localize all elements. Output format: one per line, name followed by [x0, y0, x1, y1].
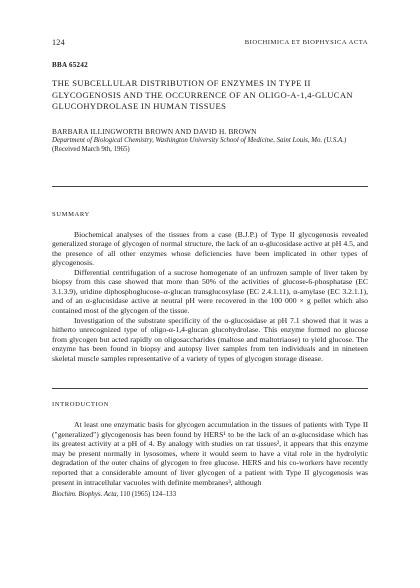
footer-citation [52, 491, 368, 498]
introduction-heading: INTRODUCTION [52, 401, 110, 409]
authors: BARBARA ILLINGWORTH BROWN AND DAVID H. BROWN [52, 126, 257, 136]
header-divider [52, 186, 368, 187]
summary-paragraph: Biochemical analyses of the tissues from a case (B.J.P.) of Type II glycogenosis revealed generalized storage of glycogen of normal structure, the lack of an α-glucosidase active at pH 4.5, and the presence of all other enzymes whose deficiencies have been implicated in other types of glycogenosis. [52, 229, 368, 268]
running-head [52, 38, 368, 47]
article-title: THE SUBCELLULAR DISTRIBUTION OF ENZYMES IN TYPE II GLYCOGENOSIS AND THE OCCURRENCE OF AN OLIGO-Α-1,4-GLUCAN GLUCOHYDROLASE IN HUMAN TISSUES [52, 78, 353, 112]
summary-paragraph: Differential centrifugation of a sucrose homogenate of an unfrozen sample of liver taken by biopsy from this case showed that more than 50% of the activities of glucose-6-phosphatase (EC 3.1.3.9), uridine diphosphoglucose–α-glucan transglucosylase (EC 2.4.1.11), α-amylase (EC 3.2.1.1), and of an α-glucosidase active at neutral pH were recovered in the 100 000 × g pellet which also contained most of the glycogen of the tissue. [52, 267, 368, 315]
received-date: (Received March 9th, 1965) [52, 146, 130, 154]
introduction-body [52, 420, 368, 487]
summary-body [52, 230, 368, 364]
page-number: 124 [52, 38, 65, 47]
summary-heading: SUMMARY [52, 210, 90, 218]
affiliation: Department of Biological Chemistry, Washington University School of Medicine, Saint Louis, Mo. (U.S.A.) [52, 136, 347, 144]
footer-journal: Biochim. Biophys. Acta, [52, 491, 119, 499]
introduction-paragraph: At least one enzymatic basis for glycogen accumulation in the tissues of patients with Type II ("generalized") glycogenosis has been found by HERS¹ to be the lack of an α-glucosidase which has its greatest activity at a pH of 4. By analogy with studies on rat tissues², it appears that this enzyme may be present normally in lysosomes, where it would seem to have a vital role in the hydrolytic degradation of the outer chains of glycogen to free glucose. HERS and his co-workers have recently reported that a considerable amount of liver glycogen of a patient with Type II glycogenosis was present in intracellular vacuoles with definite membranes³, although [52, 420, 368, 487]
journal-name: BIOCHIMICA ET BIOPHYSICA ACTA [244, 39, 368, 46]
summary-paragraph: Investigation of the substrate specificity of the α-glucosidase at pH 7.1 showed that it was a hitherto unrecognized type of oligo-α-1,4-glucan glucohydrolase. This enzyme formed no glucose from glycogen but acted rapidly on oligosaccharides (maltose and maltotriaose) to yield glucose. The enzyme has been found in biopsy and autopsy liver samples from ten individuals and in nineteen skeletal muscle samples representative of a variety of types of glycogen storage disease. [52, 315, 368, 363]
summary-divider [52, 388, 368, 389]
article-id: BBA 65242 [52, 61, 88, 69]
footer-volume: 110 (1965) 124–133 [120, 491, 177, 499]
